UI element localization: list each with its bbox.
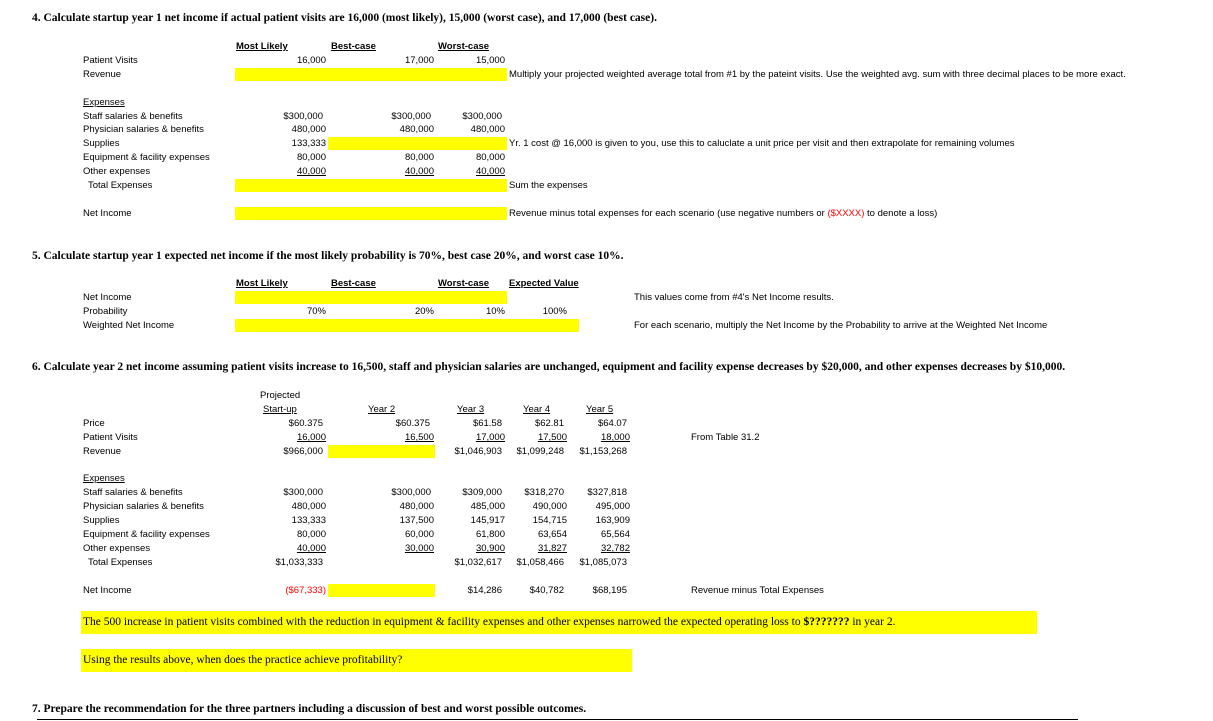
q6-equipment-y4: 63,654 [537,529,567,540]
q6-price-y3: $61.58 [472,418,502,429]
q4-equipment-best: 80,000 [404,152,434,163]
q6-total-y4: $1,058,466 [516,557,564,568]
q4-staff-ml: $300,000 [283,111,323,122]
q6-physician-y3: 485,000 [470,501,505,512]
q4-supplies-ml: 133,333 [291,138,326,149]
q4-revenue-answer-cells[interactable] [235,68,507,81]
q4-supplies-answer-cells[interactable] [328,137,507,150]
q4-other-label: Other expenses [83,166,151,177]
q4-supplies-note: Yr. 1 cost @ 16,000 is given to you, use this to caluclate a unit price per visit and then extrapolate for remaining volumes [509,138,1015,149]
q5-prob-ml: 70% [306,306,326,317]
q6-equipment-y3: 61,800 [475,529,505,540]
q6-supplies-startup: 133,333 [291,515,326,526]
q6-other-y5: 32,782 [600,543,630,554]
q6-other-y3: 30,900 [475,543,505,554]
q4-other-best: 40,000 [404,166,434,177]
q5-col-worst: Worst-case [438,278,490,289]
q6-total-y5: $1,085,073 [579,557,627,568]
q6-total-startup: $1,033,333 [275,557,323,568]
q6-visits-y4: 17,500 [537,432,567,443]
q5-col-expected: Expected Value [509,278,579,289]
q4-total-note: Sum the expenses [509,180,588,191]
q5-prob-best: 20% [414,306,434,317]
q6-visits-note: From Table 31.2 [691,432,760,443]
q5-weighted-note: For each scenario, multiply the Net Income by the Probability to arrive at the Weighted Net Income [634,320,1048,331]
q6-staff-label: Staff salaries & benefits [83,487,183,498]
q5-heading: 5. Calculate startup year 1 expected net income if the most likely probability is 70%, best case 20%, and worst case 10%. [32,250,624,262]
q6-revenue-y3: $1,046,903 [454,446,502,457]
q4-net-income-answer-cells[interactable] [235,207,507,220]
q6-other-label: Other expenses [83,543,151,554]
q4-visits-ml: 16,000 [296,55,326,66]
q5-net-income-note: This values come from #4's Net Income results. [634,292,834,303]
q6-equipment-startup: 80,000 [296,529,326,540]
q6-visits-y3: 17,000 [475,432,505,443]
q6-col-year5: Year 5 [586,404,614,415]
q5-net-income-label: Net Income [83,292,132,303]
q6-col-startup: Start-up [263,404,297,415]
q4-visits-worst: 15,000 [475,55,505,66]
q4-equipment-label: Equipment & facility expenses [83,152,210,163]
q4-other-ml: 40,000 [296,166,326,177]
q4-expenses-label: Expenses [83,97,125,108]
q6-equipment-y5: 65,564 [600,529,630,540]
q6-supplies-label: Supplies [83,515,120,526]
q6-equipment-label: Equipment & facility expenses [83,529,210,540]
q6-price-y5: $64.07 [597,418,627,429]
q6-visits-startup: 16,000 [296,432,326,443]
q5-prob-worst: 10% [485,306,505,317]
q4-equipment-ml: 80,000 [296,152,326,163]
q6-supplies-y4: 154,715 [532,515,567,526]
q6-revenue-label: Revenue [83,446,122,457]
q6-other-startup: 40,000 [296,543,326,554]
q5-net-income-answer-cells[interactable] [235,291,507,304]
q6-revenue-y4: $1,099,248 [516,446,564,457]
q6-net-income-note: Revenue minus Total Expenses [691,585,824,596]
q6-staff-startup: $300,000 [283,487,323,498]
q6-expenses-label: Expenses [83,473,125,484]
q5-weighted-answer-cells[interactable] [235,319,579,332]
q5-col-best: Best-case [331,278,376,289]
q6-physician-y2: 480,000 [399,501,434,512]
q4-col-most-likely: Most Likely [236,41,288,52]
q6-staff-y4: $318,270 [524,487,564,498]
q6-revenue-y2-answer-cell[interactable] [328,445,435,458]
q6-heading: 6. Calculate year 2 net income assuming patient visits increase to 16,500, staff and physician salaries are unchanged, equipment and facility expense decreases by $20,000, and other expenses decreases by $10,000. [32,361,1066,373]
q4-loss-format-example: ($XXXX) [827,208,865,219]
q6-physician-label: Physician salaries & benefits [83,501,204,512]
q6-col-year3: Year 3 [457,404,485,415]
q6-visits-label: Patient Visits [83,432,138,443]
q6-other-y2: 30,000 [404,543,434,554]
q6-col-year4: Year 4 [523,404,551,415]
q4-equipment-worst: 80,000 [475,152,505,163]
q6-net-income-y3: $14,286 [467,585,502,596]
q4-physician-ml: 480,000 [291,124,326,135]
q4-total-label: Total Expenses [88,180,153,191]
q6-staff-y3: $309,000 [462,487,502,498]
q5-weighted-label: Weighted Net Income [83,320,175,331]
q4-staff-label: Staff salaries & benefits [83,111,183,122]
q6-supplies-y5: 163,909 [595,515,630,526]
q6-price-label: Price [83,418,105,429]
q4-total-answer-cells[interactable] [235,179,507,192]
q6-visits-y5: 18,000 [600,432,630,443]
q6-net-income-label: Net Income [83,585,132,596]
q6-statement-blank: $??????? [803,616,850,628]
q4-physician-label: Physician salaries & benefits [83,124,204,135]
q4-net-income-label: Net Income [83,208,132,219]
q6-staff-y5: $327,818 [587,487,627,498]
q6-net-income-y4: $40,782 [529,585,564,596]
q6-equipment-y2: 60,000 [404,529,434,540]
q4-revenue-note: Multiply your projected weighted average total from #1 by the pateint visits. Use the weighted avg. sum with three decimal places to be more exact. [509,69,1126,80]
q6-revenue-y5: $1,153,268 [579,446,627,457]
q4-col-worst: Worst-case [438,41,490,52]
q5-probability-label: Probability [83,306,128,317]
q4-visits-label: Patient Visits [83,55,138,66]
q6-net-income-startup: ($67,333) [285,585,326,596]
q6-projected-label: Projected [260,390,301,401]
q4-staff-worst: $300,000 [462,111,502,122]
q6-visits-y2: 16,500 [404,432,434,443]
q4-other-worst: 40,000 [475,166,505,177]
q6-physician-startup: 480,000 [291,501,326,512]
q6-supplies-y3: 145,917 [470,515,505,526]
q4-visits-best: 17,000 [404,55,434,66]
q5-col-most-likely: Most Likely [236,278,288,289]
q4-physician-worst: 480,000 [470,124,505,135]
q5-prob-ev: 100% [542,306,567,317]
q6-staff-y2: $300,000 [391,487,431,498]
q6-net-income-y2-answer-cell[interactable] [328,584,435,597]
q4-physician-best: 480,000 [399,124,434,135]
q6-revenue-startup: $966,000 [283,446,323,457]
q7-answer-line [37,719,1078,720]
q4-staff-best: $300,000 [391,111,431,122]
q6-supplies-y2: 137,500 [399,515,434,526]
q4-revenue-label: Revenue [83,69,122,80]
q6-physician-y4: 490,000 [532,501,567,512]
q6-total-label: Total Expenses [88,557,153,568]
q6-total-y3: $1,032,617 [454,557,502,568]
q6-price-y2: $60.375 [395,418,430,429]
q4-supplies-label: Supplies [83,138,120,149]
q6-price-y4: $62.81 [534,418,564,429]
q4-net-income-note: Revenue minus total expenses for each scenario (use negative numbers or ($XXXX) to denote a loss) [509,208,938,219]
q6-other-y4: 31,827 [537,543,567,554]
q6-physician-y5: 495,000 [595,501,630,512]
q6-statement-text: The 500 increase in patient visits combined with the reduction in equipment & facility expenses and other expenses narrowed the expected operating loss to $??????? in year 2. [83,616,896,628]
q4-heading: 4. Calculate startup year 1 net income if actual patient visits are 16,000 (most likely), 15,000 (worst case), and 17,000 (best case). [32,12,657,24]
q4-col-best: Best-case [331,41,376,52]
q6-col-year2: Year 2 [368,404,396,415]
q6-question-text: Using the results above, when does the practice achieve profitability? [83,654,403,666]
q7-heading: 7. Prepare the recommendation for the three partners including a discussion of best and worst possible outcomes. [32,703,587,715]
q6-price-startup: $60.375 [288,418,323,429]
q6-net-income-y5: $68,195 [592,585,627,596]
